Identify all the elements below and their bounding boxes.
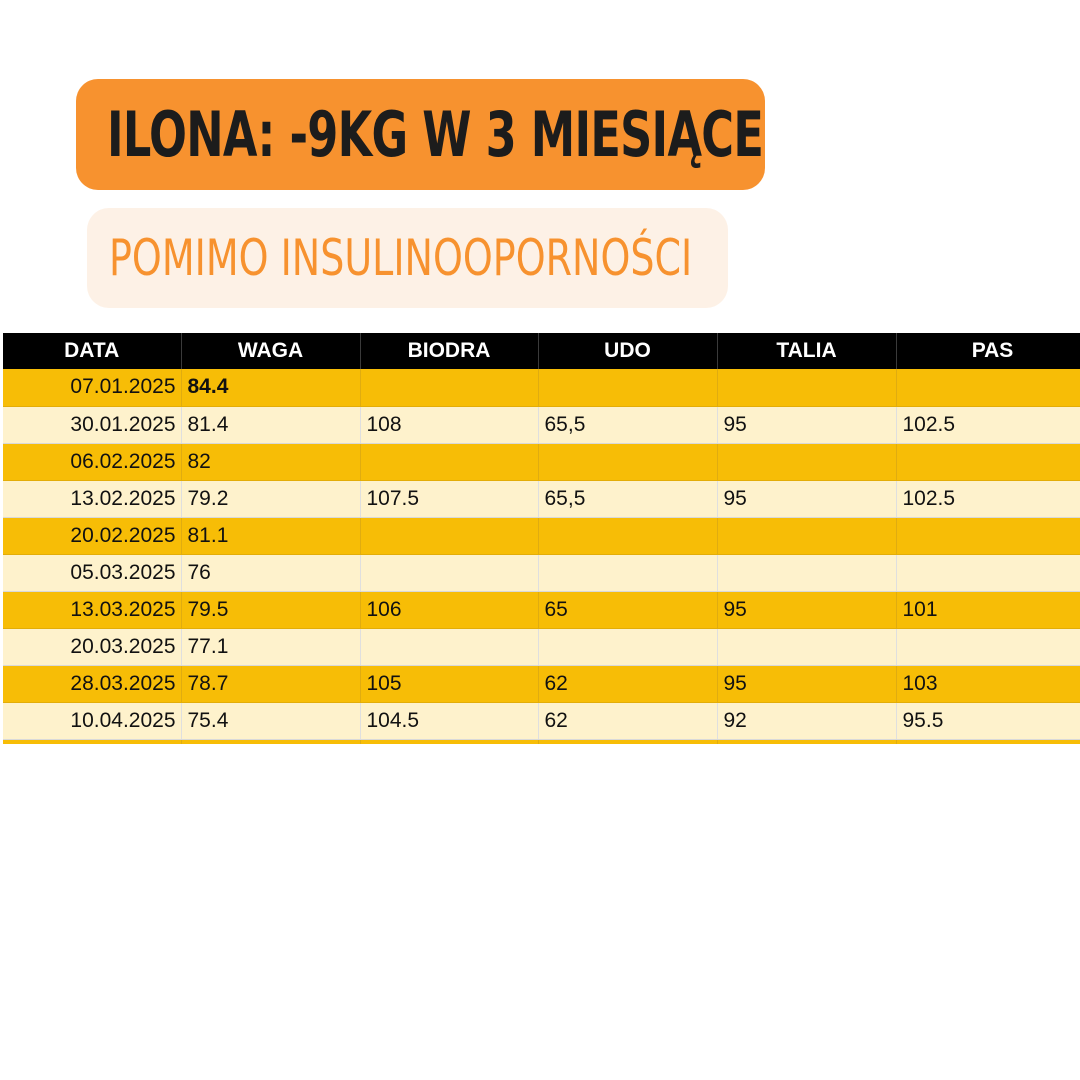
cell-hips: 106: [360, 591, 538, 628]
cell-empty: [896, 739, 1080, 744]
column-header-biodra: BIODRA: [360, 333, 538, 369]
cell-date: 20.03.2025: [3, 628, 181, 665]
cell-hips: 104.5: [360, 702, 538, 739]
cell-empty: [181, 739, 360, 744]
cell-weight: 79.5: [181, 591, 360, 628]
table-row: [3, 406, 1080, 443]
column-header-udo: UDO: [538, 333, 717, 369]
cell-hips: [360, 554, 538, 591]
cell-belt: [896, 517, 1080, 554]
table-row: [3, 443, 1080, 480]
cell-thigh: [538, 443, 717, 480]
cell-belt: 101: [896, 591, 1080, 628]
cell-thigh: 65,5: [538, 406, 717, 443]
cell-weight: 82: [181, 443, 360, 480]
cell-weight: 81.4: [181, 406, 360, 443]
table-row: [3, 554, 1080, 591]
cell-waist: [717, 554, 896, 591]
table-row-cut-off: [3, 739, 1080, 744]
cell-empty: [360, 739, 538, 744]
measurement-table: [3, 333, 1080, 746]
cell-date: 06.02.2025: [3, 443, 181, 480]
cell-date: 13.02.2025: [3, 480, 181, 517]
cell-belt: [896, 443, 1080, 480]
cell-hips: 105: [360, 665, 538, 702]
cell-hips: [360, 628, 538, 665]
cell-date: 13.03.2025: [3, 591, 181, 628]
cell-waist: 95: [717, 480, 896, 517]
cell-waist: 92: [717, 702, 896, 739]
table-row: [3, 369, 1080, 406]
table-row: [3, 591, 1080, 628]
cell-empty: [538, 739, 717, 744]
cell-hips: [360, 443, 538, 480]
cell-waist: 95: [717, 406, 896, 443]
cell-waist: 95: [717, 665, 896, 702]
cell-waist: [717, 517, 896, 554]
column-header-talia: TALIA: [717, 333, 896, 369]
cell-empty: [717, 739, 896, 744]
cell-belt: 95.5: [896, 702, 1080, 739]
title-banner: [76, 79, 765, 190]
cell-belt: 102.5: [896, 406, 1080, 443]
page-subtitle: POMIMO INSULINOOPORNOŚCI: [109, 229, 693, 287]
cell-hips: 108: [360, 406, 538, 443]
page-title: ILONA: -9KG W 3 MIESIĄCE: [107, 97, 764, 171]
table-row: [3, 517, 1080, 554]
table-row: [3, 665, 1080, 702]
cell-weight: 81.1: [181, 517, 360, 554]
cell-belt: 103: [896, 665, 1080, 702]
cell-thigh: [538, 554, 717, 591]
cell-thigh: 65: [538, 591, 717, 628]
cell-thigh: [538, 517, 717, 554]
cell-thigh: [538, 628, 717, 665]
cell-date: 10.04.2025: [3, 702, 181, 739]
cell-weight: 76: [181, 554, 360, 591]
column-header-data: DATA: [3, 333, 181, 369]
cell-hips: [360, 369, 538, 406]
cell-belt: [896, 369, 1080, 406]
column-header-pas: PAS: [896, 333, 1080, 369]
cell-date: 07.01.2025: [3, 369, 181, 406]
table-row: [3, 702, 1080, 739]
cell-waist: [717, 369, 896, 406]
cell-weight: 84.4: [181, 369, 360, 406]
cell-weight: 77.1: [181, 628, 360, 665]
cell-empty: [3, 739, 181, 744]
cell-waist: 95: [717, 591, 896, 628]
cell-belt: [896, 554, 1080, 591]
cell-waist: [717, 443, 896, 480]
cell-hips: 107.5: [360, 480, 538, 517]
table-row: [3, 480, 1080, 517]
subtitle-banner: [87, 208, 728, 308]
cell-waist: [717, 628, 896, 665]
cell-date: 05.03.2025: [3, 554, 181, 591]
cell-weight: 79.2: [181, 480, 360, 517]
column-header-waga: WAGA: [181, 333, 360, 369]
header-row: [3, 333, 1080, 369]
cell-date: 28.03.2025: [3, 665, 181, 702]
cell-hips: [360, 517, 538, 554]
cell-thigh: 62: [538, 665, 717, 702]
cell-weight: 78.7: [181, 665, 360, 702]
cell-belt: [896, 628, 1080, 665]
cell-date: 30.01.2025: [3, 406, 181, 443]
cell-date: 20.02.2025: [3, 517, 181, 554]
table-row: [3, 628, 1080, 665]
cell-belt: 102.5: [896, 480, 1080, 517]
cell-thigh: [538, 369, 717, 406]
cell-thigh: 62: [538, 702, 717, 739]
spreadsheet-grid: [3, 333, 1080, 744]
cell-weight: 75.4: [181, 702, 360, 739]
cell-thigh: 65,5: [538, 480, 717, 517]
